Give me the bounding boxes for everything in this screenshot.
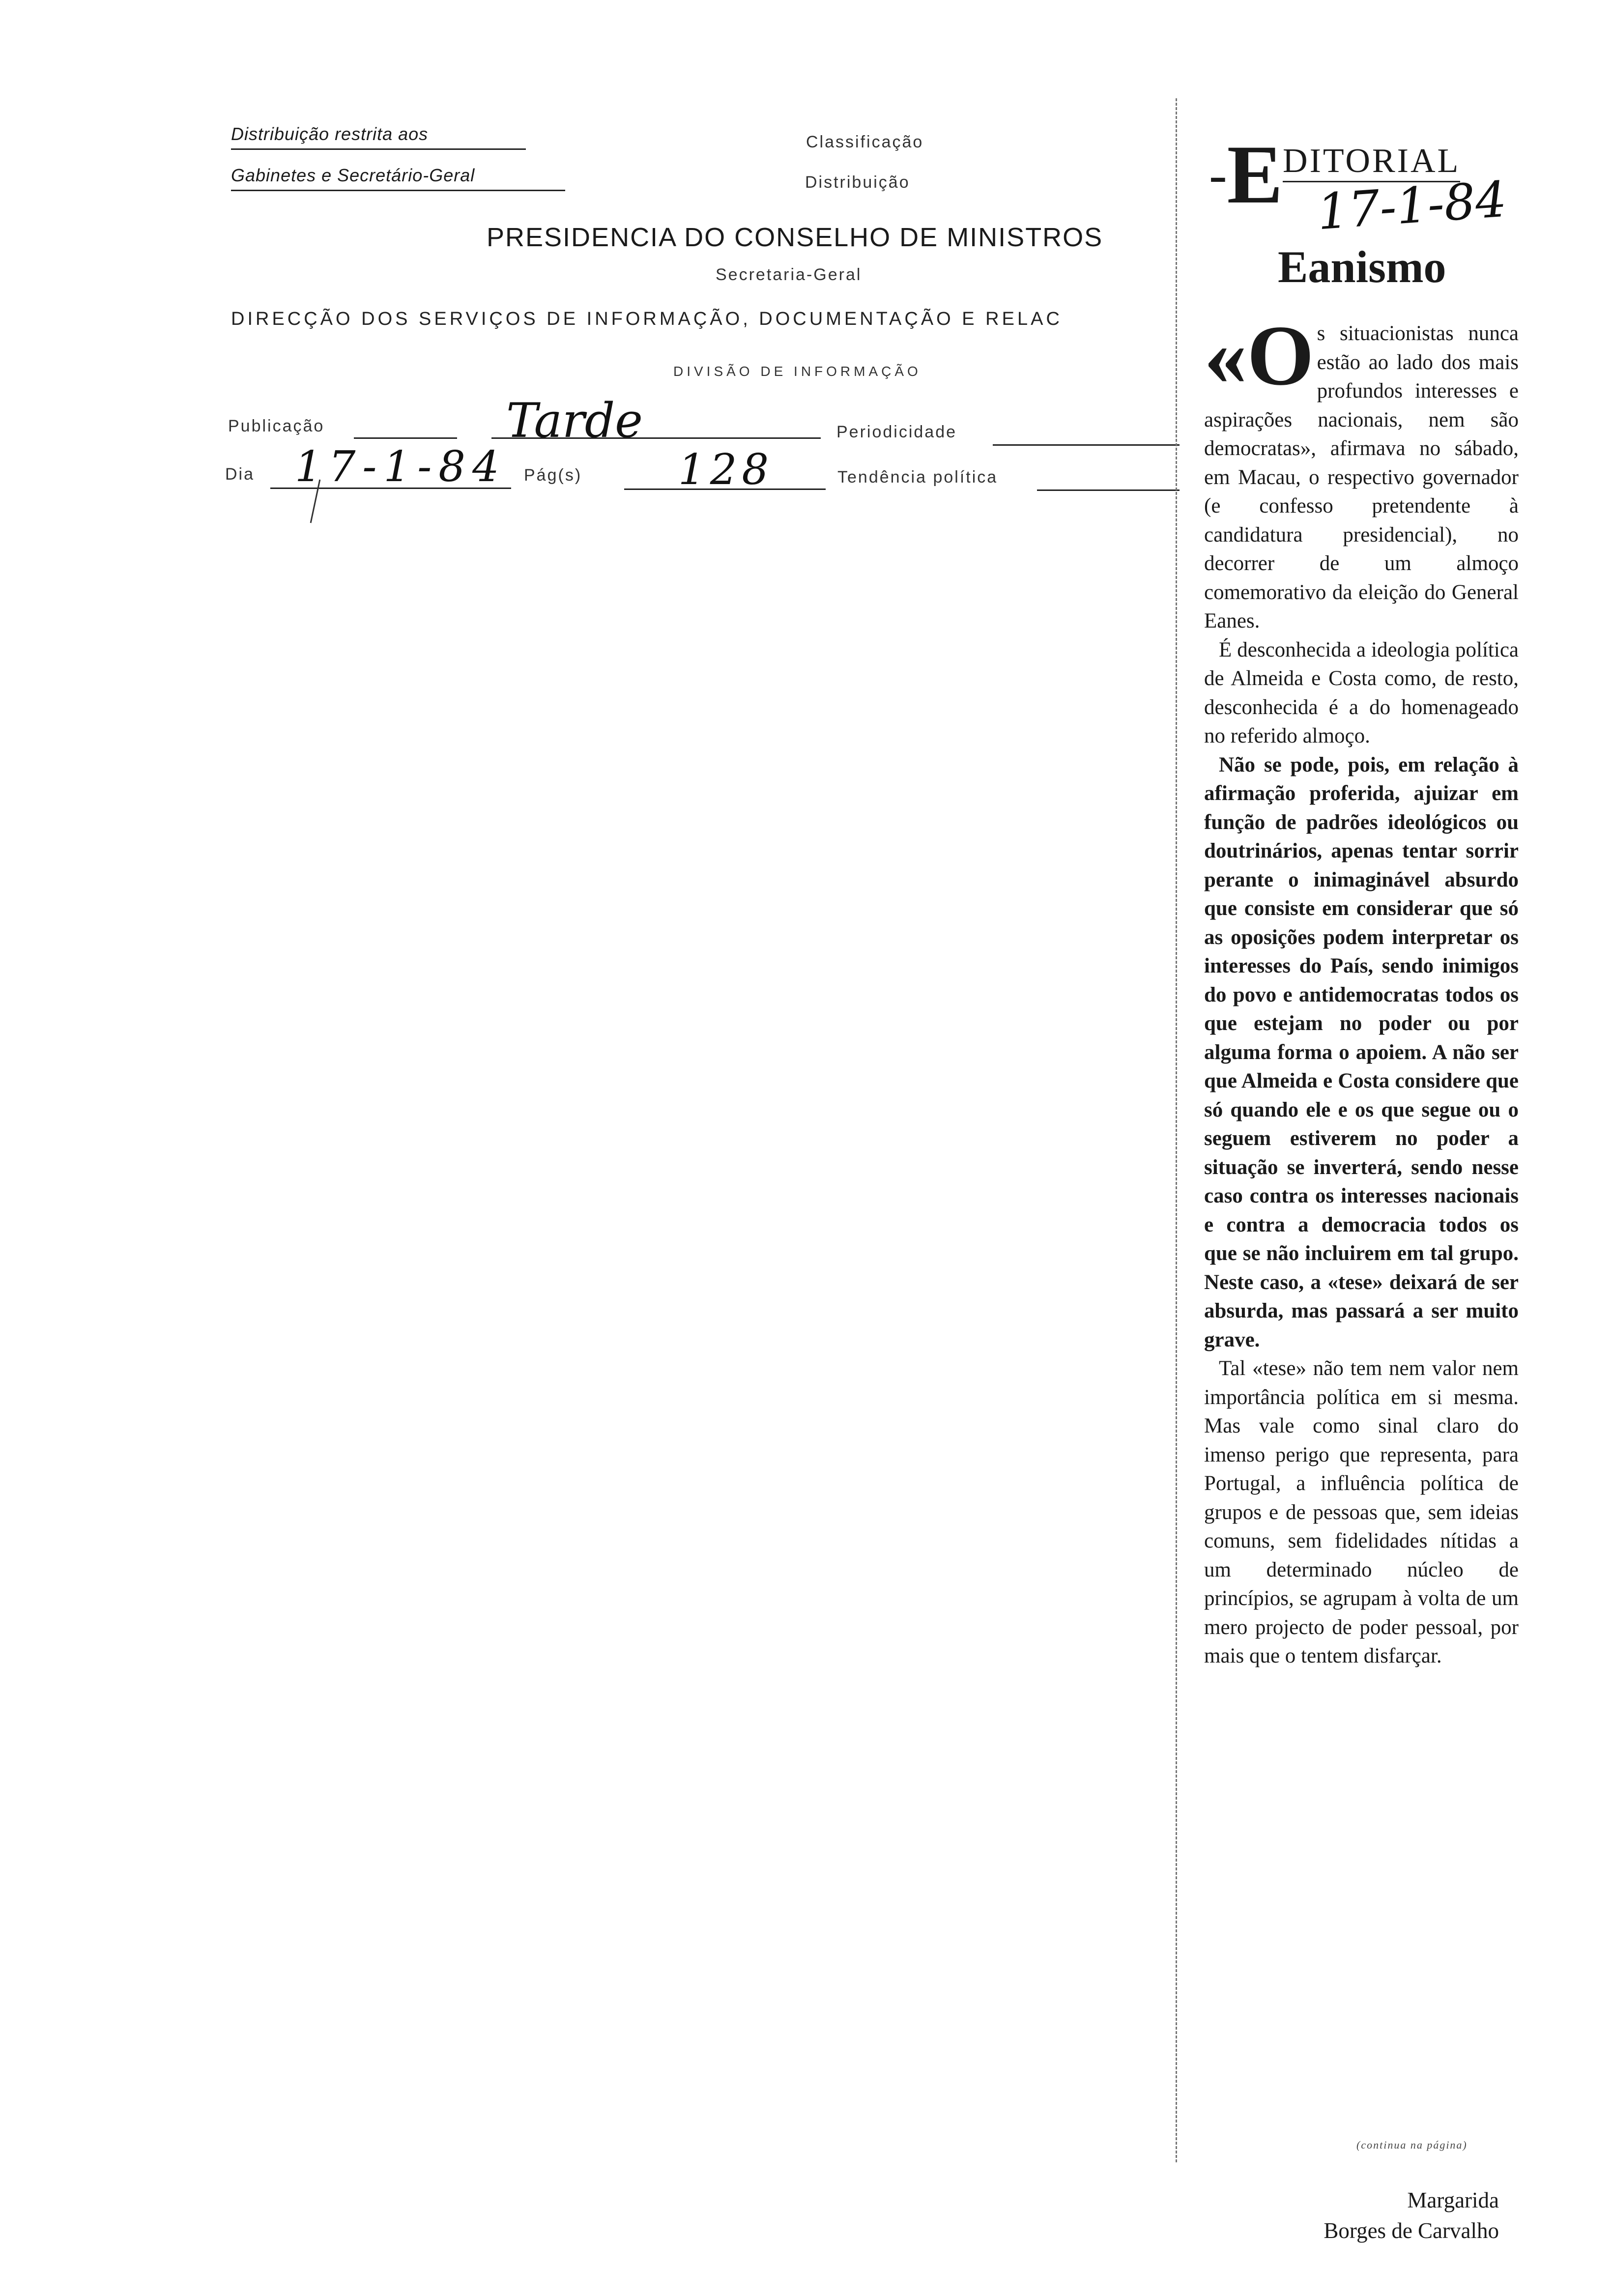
pages-handwritten-value: 128 [678,445,774,494]
distribution-label: Distribuição [805,173,910,192]
editorial-body [1204,308,1519,1671]
paragraph-1 [1204,308,1519,636]
day-label: Dia [225,465,255,484]
publication-underline-a [354,437,457,439]
author-first-name: Margarida [1407,2188,1499,2212]
editorial-handwritten-date-top: 17-1-84 [1315,170,1509,241]
restricted-distribution-line2: Gabinetes e Secretário-Geral [231,165,475,185]
periodicity-underline [993,444,1180,446]
author-last-name: Borges de Carvalho [1324,2218,1499,2243]
author-signature [1204,2185,1499,2246]
publication-handwritten-value: Tarde [506,393,643,448]
dropcap-quote: « [1204,308,1247,403]
publication-label: Publicação [228,417,325,435]
pages-label: Pág(s) [524,466,582,485]
restricted-underline-1 [231,148,526,150]
continued-note: (continua na página) [1356,2139,1468,2151]
publication-underline-b [491,437,821,439]
heading-rest: DITORIAL [1283,142,1460,182]
paragraph-4: Tal «tese» não tem nem valor nem importância política em si mesma. Mas vale como sinal claro do imenso perigo que representa, para Portugal, a influência política de grupos e de pessoas que, sem ideias comuns, sem fidelidades nítidas a um determinado núcleo de princípios, se agrupam à volta de um mero projecto de poder pessoal, por mais que o tentem disfarçar. [1204,1357,1519,1667]
paragraph-1-text: s situacionistas nunca estão ao lado dos mais profundos interesses e aspirações nacionais, nem são democratas», afirmava no sábado, em Macau, o respectivo governador (e confesso pretendente à candidatura presidencial), no decorrer de um almoço comemorativo da eleição do General Eanes. [1204,322,1519,632]
heading-cap: E [1227,128,1283,221]
restricted-underline-2 [231,190,565,191]
tendency-label: Tendência política [837,468,998,487]
day-handwritten-value: 17-1-84 [295,442,506,491]
directorate-label: DIRECÇÃO DOS SERVIÇOS DE INFORMAÇÃO, DOCUMENTAÇÃO E RELAC [231,309,1063,329]
paragraph-2: É desconhecida a ideologia política de Almeida e Costa como, de resto, desconhecida é a do homenageado no referido almoço. [1204,638,1519,747]
periodicity-label: Periodicidade [836,423,957,441]
editorial-subtitle: Eanismo [1278,242,1446,292]
clipping-edge-line [1176,98,1177,2162]
secretariat-label: Secretaria-Geral [716,265,862,284]
heading-dash: - [1209,144,1227,204]
dropcap [1204,308,1314,403]
classification-label: Classificação [806,133,924,151]
tendency-underline [1037,489,1180,491]
division-label: DIVISÃO DE INFORMAÇÃO [673,364,921,379]
page-title: PRESIDENCIA DO CONSELHO DE MINISTROS [487,223,1103,252]
restricted-distribution-line1: Distribuição restrita aos [231,124,429,144]
paragraph-3: Não se pode, pois, em relação à afirmação proferida, ajuizar em função de padrões ideológicos ou doutrinários, apenas tentar sorrir perante o inimaginável absurdo que consiste em considerar que só as oposições podem interpretar os interesses do País, sendo inimigos do povo e antidemocratas todos os que estejam no poder ou por alguma forma o apoiem. A não ser que Almeida e Costa considere que só quando ele e os que segue ou o seguem estiverem no poder a situação se inverterá, sendo nesse caso contra os interesses nacionais e contra a democracia todos os que se não incluirem em tal grupo. Neste caso, a «tese» deixará de ser absurda, mas passará a ser muito grave. [1204,753,1519,1351]
dropcap-letter: O [1247,308,1314,403]
